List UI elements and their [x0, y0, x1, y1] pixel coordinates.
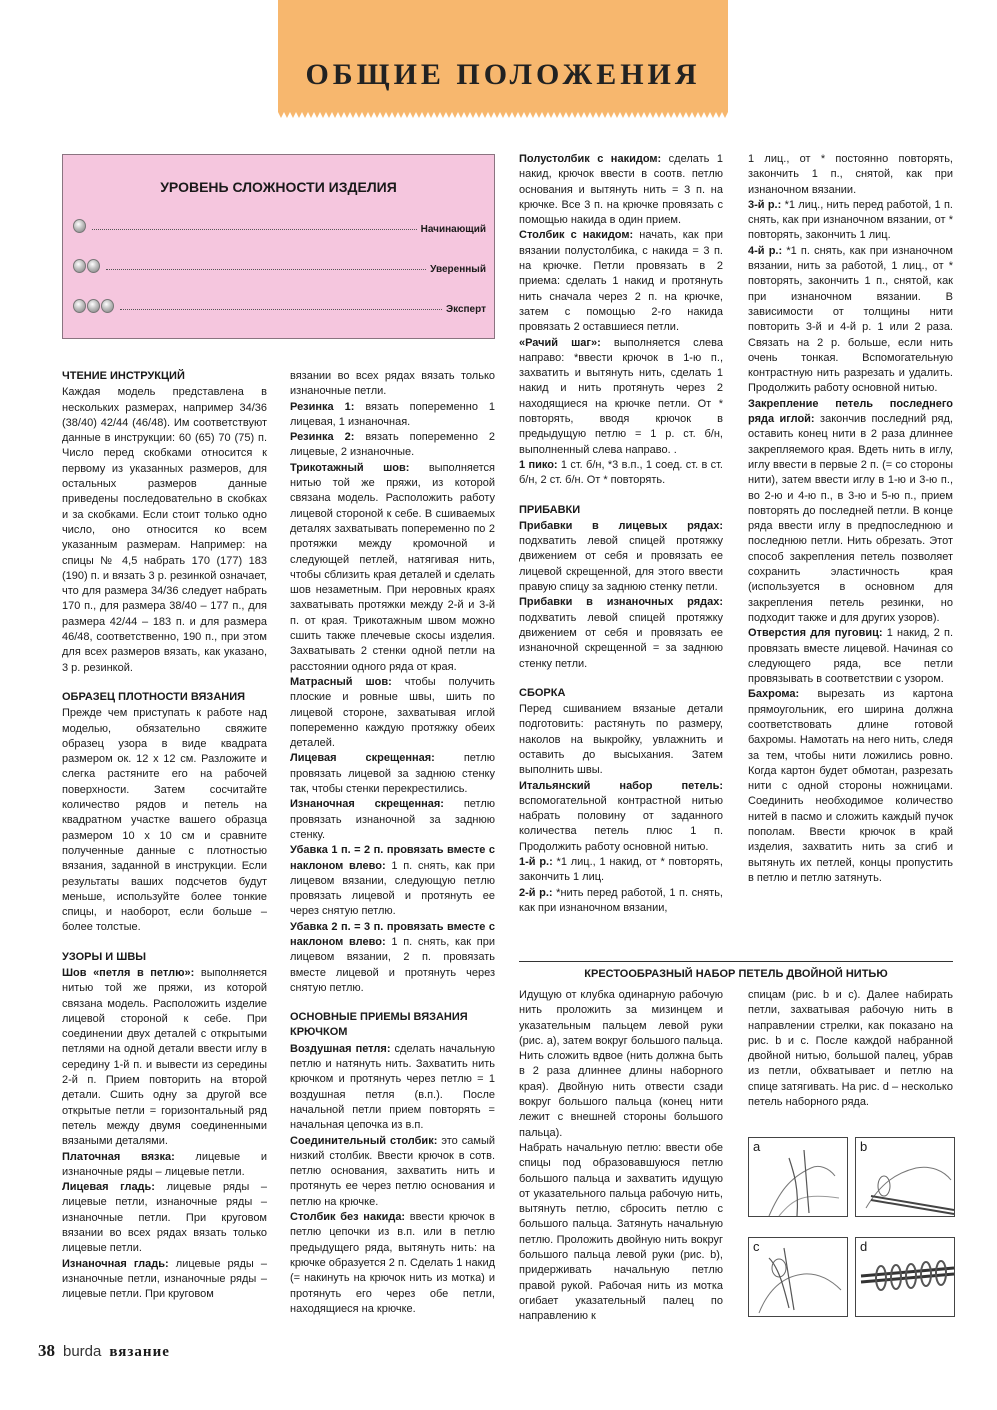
- term: Полустолбик с накидом:: [519, 153, 662, 165]
- figure-d: [855, 1237, 955, 1317]
- section-heading: УЗОРЫ И ШВЫ: [62, 950, 147, 963]
- term: Закрепление петель последнего ряда иглой:: [748, 397, 953, 426]
- paragraph: Трикотажный шов: выполняется нитью той же пряжи, из которой связана модель. Расположить работу лицевой стороной к себе. В сшиваемых деталях захватывать попеременно по 2 протяжки между кромочной и следующей петлей, натягивая нить, чтобы сблизить края деталей и сделать шов незаметным. При неровных краях захватывать протяжки между 2-й и 3-й п. от края. Трикотажным швом можно сшить также плечевые скосы изделия. Захватывать 2 стенки одной петли на расстоянии одного ряда от края.: [290, 461, 495, 673]
- yarn-ball-icon: [73, 219, 86, 233]
- paragraph: Закрепление петель последнего ряда иглой: закончив последний ряд, оставить конец нити в 2 раза длиннее закрепляемого края. Вдеть нить в иглу, иглу ввести в первые 2 п. (= со стороны нити), затем ввести иглу в 1-ю и 3-ю п., во 2-ю и 4-ю п., в 3-ю и 5-ю п., прием повторять до последней петли. В конце ряда ввести иглу в предпоследнюю и последнюю петли. Нить обрезать. Этот способ закрепления петель позволяет сохранить эластичность края (используется в основном для закрепления петель резинки, но подходит также и для других узоров).: [748, 397, 953, 624]
- term: Трикотажный шов:: [290, 461, 410, 474]
- hand-illustration-icon: [856, 1138, 956, 1218]
- term: Платочная вязка:: [62, 1150, 175, 1163]
- term: 3-й р.:: [748, 198, 782, 211]
- paragraph: 2-й р.: *нить перед работой, 1 п. снять, как при изнаночном вязании,: [519, 886, 723, 914]
- paragraph: Убавка 1 п. = 2 п. провязать вместе с наклоном влево: 1 п. снять, как при лицевом вязании, следующую петлю провязать лицевой и протянуть ее через снятую петлю.: [290, 844, 495, 918]
- level-row-expert: [73, 291, 486, 321]
- paragraph: Бахрома: вырезать из картона прямоугольник, его ширина должна соответствовать длине готовой бахромы. Намотать на него нить, следя за тем, чтобы нити ложились ровно. Когда картон будет обмотан, разрезать нити с одной стороны ножницами. Соединить необходимое количество нитей в пасмо и сложить каждый пучок пополам. Ввести крючок в край изделия, захватить нить за сгиб и вытянуть их петлей, концы пропустить в петлю и петлю затянуть.: [748, 688, 953, 884]
- term: Воздушная петля:: [290, 1042, 391, 1055]
- difficulty-title: УРОВЕНЬ СЛОЖНОСТИ ИЗДЕЛИЯ: [160, 179, 397, 195]
- brand-subtitle: вязание: [109, 1344, 170, 1360]
- paragraph: Платочная вязка: лицевые и изнаночные ряды – лицевые петли.: [62, 1150, 267, 1178]
- paragraph: вязании во всех рядах вязать только изнаночные петли.: [290, 370, 495, 398]
- paragraph: Итальянский набор петель: вспомогательной контрастной нитью набрать половину от заданного количества петель плюс 1 п. Продолжить работу основной нитью.: [519, 779, 723, 853]
- paragraph: Каждая модель представлена в нескольких размерах, например 34/36 (38/40) 42/44 (46/48). Им соответствуют данные в инструкции: 60 (65) 70 (75) п. Число перед скобками относится к первому из указанных размеров, для остальных размеров данные приведены последовательно в скобках и за скобками. Если стоит только одно число, оно относится ко всем указанным размерам. Например: на спицы № 4,5 набрать 170 (177) 183 (190) п. и вязать 3 р. резинкой означает, что для размера 34/36 следует набрать 170 п., для размера 38/40 – 177 п., для размера 42/44 – 183 п. и для размера 46/48, соответственно, 190 п., при этом для всех размеров вязать, как указано, 3 р. резинкой.: [62, 386, 267, 674]
- level-label: Уверенный: [430, 263, 486, 275]
- paragraph: 1 пико: 1 ст. б/н, *3 в.п., 1 соед. ст. в ст. б/н, 2 ст. б/н. От * повторять.: [519, 458, 723, 487]
- paragraph: 1 лиц., от * постоянно повторять, закончить 1 п., снятой, как при изнаночном вязании.: [748, 153, 953, 196]
- term: Матрасный шов:: [290, 675, 392, 688]
- paragraph: Лицевая гладь: лицевые ряды – лицевые петли, изнаночные ряды – изнаночные петли. При круговом вязании во всех рядах вязать только лицевые петли.: [62, 1181, 267, 1255]
- column-3: [519, 152, 723, 916]
- section-heading: ОБРАЗЕЦ ПЛОТНОСТИ ВЯЗАНИЯ: [62, 690, 246, 703]
- yarn-ball-icon: [73, 299, 114, 313]
- paragraph: Изнаночная гладь: лицевые ряды – изнаночные петли, изнаночные ряды – лицевые петли. При круговом: [62, 1257, 267, 1301]
- term: 1-й р.:: [519, 856, 553, 869]
- term: «Рачий шаг»:: [519, 336, 601, 349]
- term: Резинка 2:: [290, 431, 355, 444]
- paragraph: Прибавки в лицевых рядах: подхватить левой спицей протяжку движением от себя и провязать ее лицевой скрещенной, для этого ввести правую спицу за заднюю стенку петли.: [519, 519, 723, 594]
- term: Бахрома:: [748, 688, 800, 701]
- paragraph: 1-й р.: *1 лиц., 1 накид, от * повторять, закончить 1 лиц.: [519, 856, 723, 884]
- paragraph: 3-й р.: *1 лиц., нить перед работой, 1 п. снять, как при изнаночном вязании, от * повторять, закончить 1 лиц.: [748, 198, 953, 242]
- section-heading: ПРИБАВКИ: [519, 503, 581, 516]
- level-label: Эксперт: [445, 303, 486, 315]
- figure-b: [855, 1137, 955, 1217]
- paragraph: Соединительный столбик: это самый низкий столбик. Ввести крючок в сотв. петлю основания, захватить нить и протянуть ее через петлю основания и петлю на крючке.: [290, 1134, 495, 1208]
- term: Убавка 2 п. = 3 п. провязать вместе с наклоном влево:: [290, 920, 495, 948]
- section-divider: [519, 961, 953, 962]
- term: Прибавки в изнаночных рядах:: [519, 596, 723, 609]
- banner-zigzag-edge: [278, 110, 728, 118]
- paragraph: Шов «петля в петлю»: выполняется нитью той же пряжи, из которой связана модель. Расположить изделие лицевой стороной к себе. При соединении двух деталей с открытыми петлями на одной детали ввести иглу в середину 1-й п. и вывести из середины 2-й п. Прием повторить на второй детали. Сшить одну за другой все открытые петли = горизонтальный ряд петель между двумя соединенными вязаными деталями.: [62, 966, 268, 1148]
- level-label: Начинающий: [420, 223, 486, 235]
- paragraph: спицам (рис. b и c). Далее набирать петли, захватывая рабочую нить в направлении стрелки, как показано на рис. b и c. После каждой набранной двойной нитью, большой палец, убрав из петли, обхватывает и петлю на спице затягивать. На рис. d – несколько петель наборного ряда.: [748, 989, 953, 1109]
- term: Изнаночная скрещенная:: [290, 798, 444, 811]
- section-heading: ЧТЕНИЕ ИНСТРУКЦИЙ: [62, 370, 185, 382]
- section-heading: СБОРКА: [519, 686, 566, 699]
- paragraph: Прибавки в изнаночных рядах: подхватить левой спицей протяжку движением от себя и провязать ее изнаночной скрещенной = за заднюю стенку петли.: [519, 596, 723, 670]
- paragraph: «Рачий шаг»: выполняется слева направо: *ввести крючок в 1-ю п., захватить и вытянуть нить, сделать 1 накид и нить протянуть через 2 находящиеся на крючке петли. От * повторять, вводя крючок в предыдущую петлю = 1 р. ст. б/н, выполненный слева направо. .: [519, 336, 723, 456]
- paragraph: Резинка 1: вязать попеременно 1 лицевая, 1 изнаночная.: [290, 400, 495, 428]
- term: Столбик без накида:: [290, 1211, 406, 1224]
- yarn-ball-icon: [73, 259, 100, 273]
- figure-label: a: [753, 1139, 761, 1154]
- level-row-confident: [73, 251, 486, 281]
- paragraph: Воздушная петля: сделать начальную петлю и натянуть нить. Захватить нить крючком и протянуть через петлю = 1 воздушная петля (в.п.). После начальной петли прием повторять = начальная цепочка из в.п.: [290, 1042, 495, 1132]
- term: Лицевая гладь:: [62, 1181, 155, 1194]
- term: Шов «петля в петлю»:: [62, 966, 195, 979]
- column-4: [748, 152, 953, 886]
- paragraph: Прежде чем приступать к работе над моделью, обязательно свяжите образец узора в виде квадрата размером ок. 12 x 12 см. Разложите и слегка растяните его на рабочей поверхности. Затем сосчитайте количество рядов и петель на квадратном участке вашего образца размером 10 x 10 см и сравните полученные данные с плотностью вязания, заданной в инструкции. Если результаты ваших подсчетов будут меньше, используйте более тонкие спицы, и наоборот, если больше – более толстые.: [62, 707, 267, 934]
- paragraph: Резинка 2: вязать попеременно 2 лицевые, 2 изнаночные.: [290, 431, 495, 459]
- figure-a: [748, 1137, 848, 1217]
- paragraph: 4-й р.: *1 п. снять, как при изнаночном вязании, нить за работой, 1 лиц., от * повторять, закончить 1 п., снятой, как при изнаночном вязании. В зависимости от толщины нити повторить 3-й и 4-й р. 1 или 2 раза. Связать на 2 р. больше, если нить очень тонкая. Вспомогательную контрастную нить разрезать и удалить. Продолжить работу основной нитью.: [748, 244, 953, 395]
- header-banner: [278, 0, 728, 112]
- term: 2-й р.:: [519, 886, 553, 899]
- hand-illustration-icon: [749, 1238, 849, 1318]
- paragraph: Лицевая скрещенная: петлю провязать лицевой за заднюю стенку так, чтобы стенки перекрестились.: [290, 752, 495, 796]
- page-footer: [38, 1341, 170, 1361]
- paragraph: Набрать начальную петлю: ввести обе спицы под образовавшуюся петлю большого пальца и захватить идущую от указательного пальца рабочую нить, вытянуть петлю, сбросить петлю с большого пальца. Затянуть начальную петлю. Проложить двойную нить вокруг большого пальца левой руки (рис. b), придерживать начальную петлю правой рукой. Рабочая нить из мотка огибает указательный палец по направлению к: [519, 1141, 723, 1323]
- section-heading: КРЕСТООБРАЗНЫЙ НАБОР ПЕТЕЛЬ ДВОЙНОЙ НИТЬЮ: [584, 968, 888, 980]
- term: 1 пико:: [519, 458, 558, 471]
- term: Резинка 1:: [290, 400, 355, 413]
- paragraph: Идущую от клубка одинарную рабочую нить проложить за мизинцем и указательным пальцем левой руки (рис. a), затем вокруг большого пальца. Нить сложить вдвое (нить должна быть в 2 раза длиннее длины наборного края). Двойную нить отвести сзади вокруг большого пальца (конец нити лежит с внешней стороны большого пальца).: [519, 989, 723, 1139]
- term: Итальянский набор петель:: [519, 779, 723, 792]
- brand-name: burda: [63, 1343, 102, 1360]
- paragraph: Матрасный шов: чтобы получить плоские и ровные швы, шить по лицевой стороне, захватывая иглой попеременно каждую протяжку обеих деталей.: [290, 675, 495, 750]
- column-6: [748, 988, 953, 1110]
- term: Столбик с накидом:: [519, 229, 634, 242]
- term: Прибавки в лицевых рядах:: [519, 519, 723, 532]
- level-row-beginner: [73, 211, 486, 241]
- column-1: [62, 369, 267, 1303]
- page-number: 38: [38, 1341, 55, 1360]
- difficulty-level-box: [62, 154, 495, 339]
- section-heading: ОСНОВНЫЕ ПРИЕМЫ ВЯЗАНИЯ КРЮЧКОМ: [290, 1011, 468, 1039]
- term: Убавка 1 п. = 2 п. провязать вместе с наклоном влево:: [290, 844, 495, 872]
- paragraph: Перед сшиванием вязаные детали подготовить: растянуть по размеру, наколов на выкройку, увлажнить и оставить до высыхания. Затем выполнить швы.: [519, 703, 723, 777]
- paragraph: Столбик с накидом: начать, как при вязании полустолбика, с накида = 3 п. на крючке. Петли провязать в 2 приема: сделать 1 накид и протянуть нить сначала через 2 п. на крючке, затем с помощью 2-го накида провязать 2 оставшиеся петли.: [519, 229, 723, 334]
- column-2: [290, 369, 495, 1317]
- figure-label: d: [860, 1239, 868, 1254]
- page-title: ОБЩИЕ ПОЛОЖЕНИЯ: [305, 58, 701, 91]
- term: Отверстия для пуговиц:: [748, 627, 883, 640]
- term: Соединительный столбик:: [290, 1134, 438, 1147]
- paragraph: Убавка 2 п. = 3 п. провязать вместе с наклоном влево: 1 п. снять, как при лицевом вязании, 2 п. провязать вместе лицевой и протянуть через снятую петлю.: [290, 920, 495, 994]
- term: 4-й р.:: [748, 244, 783, 257]
- needle-loops-illustration-icon: [856, 1238, 956, 1318]
- figure-label: c: [753, 1239, 760, 1254]
- hand-illustration-icon: [749, 1138, 849, 1218]
- figure-c: [748, 1237, 848, 1317]
- paragraph: Отверстия для пуговиц: 1 накид, 2 п. провязать вместе лицевой. Начиная со следующего ряда, все петли провязывать в соответствии с узором.: [748, 627, 953, 686]
- paragraph: Изнаночная скрещенная: петлю провязать изнаночной за заднюю стенку.: [290, 798, 495, 841]
- column-5: [519, 988, 723, 1325]
- paragraph: Полустолбик с накидом: сделать 1 накид, крючок ввести в соотв. петлю основания и вытянуть нить = 3 п. на крючке. Все 3 п. на крючке провязать с помощью накида в один прием.: [519, 153, 723, 227]
- term: Лицевая скрещенная:: [290, 752, 435, 765]
- paragraph: Столбик без накида: ввести крючок в петлю цепочки из в.п. или в петлю предыдущего ряда, вытянуть нить: на крючке образуется 2 п. Сделать 1 накид (= накинуть на крючок нить из мотка) и протянуть его через обе петли, находящиеся на крючке.: [290, 1211, 496, 1315]
- term: Изнаночная гладь:: [62, 1257, 169, 1270]
- figure-label: b: [860, 1139, 868, 1154]
